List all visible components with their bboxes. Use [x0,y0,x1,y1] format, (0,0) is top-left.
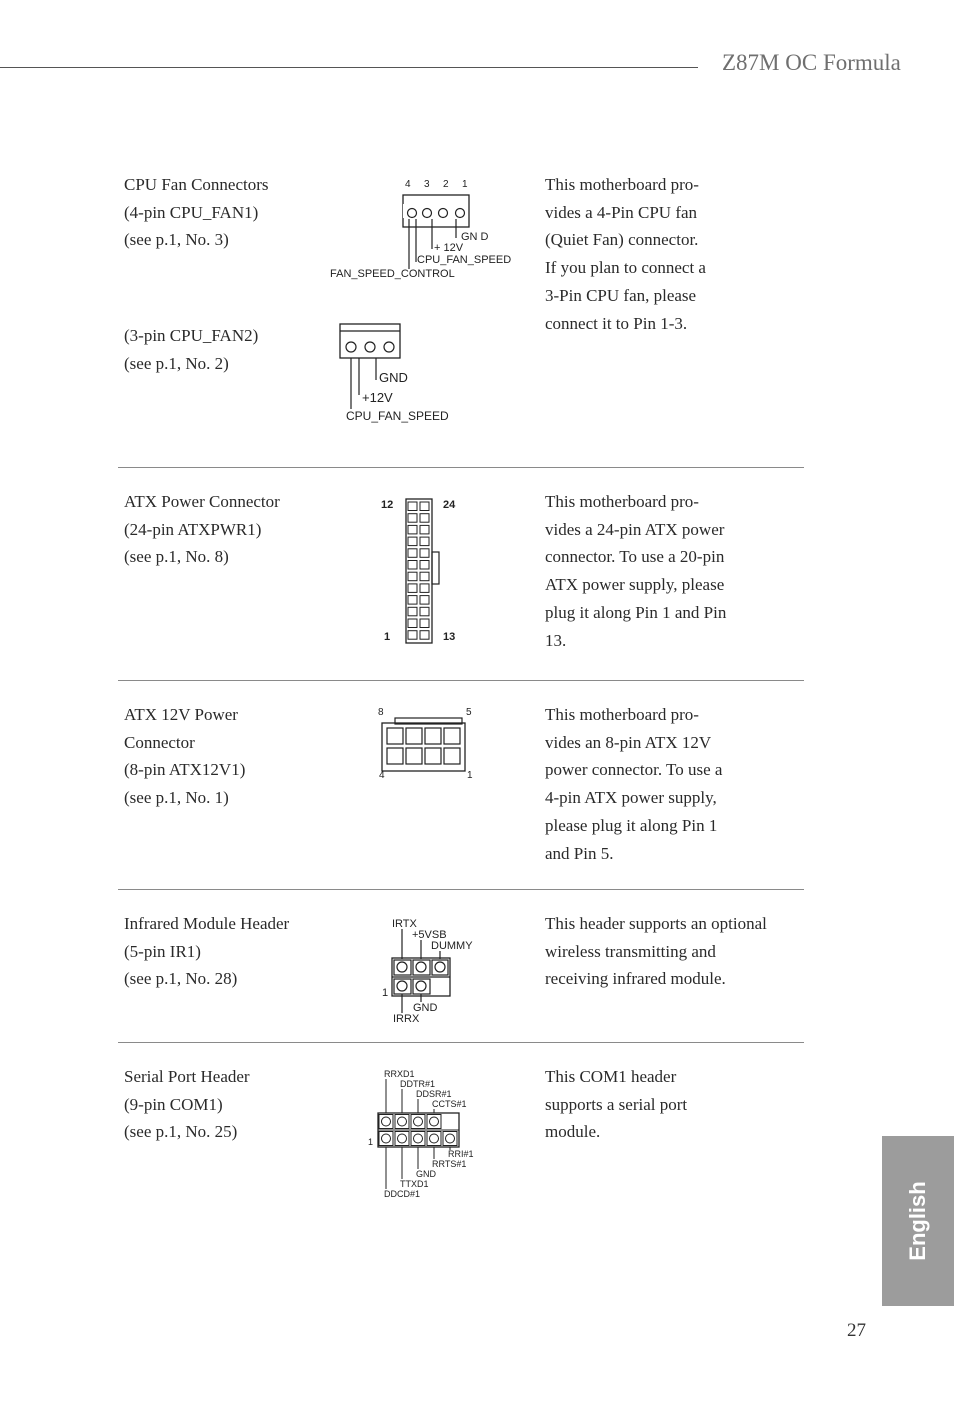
com-header-diagram [364,1066,489,1206]
text-line: This COM1 header [545,1067,677,1086]
pin [435,962,445,972]
pin-label: RRI#1 [448,1149,474,1159]
pin [408,549,417,558]
pin-one-label: 1 [368,1137,374,1147]
pin-grid [387,728,460,764]
pin [408,584,417,593]
pin [414,1134,423,1143]
pin [444,728,460,744]
pin-label: GND [379,370,408,385]
text-line: (4-pin CPU_FAN1) [124,202,259,222]
connector-latch [432,552,439,584]
pin-label: IRTX [392,918,417,930]
text-line: This motherboard pro- [545,492,699,511]
pin [346,342,356,352]
text-line: connector. To use a 20-pin [545,547,725,567]
pin-label: GN D [461,231,489,243]
section-divider [118,467,804,468]
pin [416,981,426,991]
language-tab-label: English [905,1181,930,1261]
text-line: vides a 24-pin ATX power [545,519,725,539]
text-line: (5-pin IR1) [124,941,201,961]
text-line: (8-pin ATX12V1) [124,760,246,780]
pin [420,631,429,640]
connector-key [403,204,406,218]
text-line: (24-pin ATXPWR1) [124,519,262,539]
pin-number: 5 [466,707,472,718]
pin [408,502,417,511]
text-line: 3-Pin CPU fan, please [545,285,697,305]
cpu-fan-left-text [124,171,269,254]
text-line: (see p.1, No. 1) [124,788,229,808]
pin [365,342,375,352]
pin [387,748,403,764]
atx12v-left-text [124,701,245,812]
cpu-fan1-diagram [325,174,525,284]
infrared-left-text [124,910,289,993]
pin [420,607,429,616]
text-line: ATX 12V Power [124,705,238,724]
atx12v-diagram [372,704,482,784]
text-line: If you plan to connect a [545,258,706,278]
pin-label: RRTS#1 [432,1159,467,1169]
text-line: (see p.1, No. 28) [124,969,238,989]
pin-number: 24 [443,499,456,511]
text-line: power connector. To use a [545,760,723,780]
header-rule [0,67,698,68]
page-title: Z87M OC Formula [722,50,901,75]
pin [408,572,417,581]
pin [420,549,429,558]
text-line: vides a 4-Pin CPU fan [545,202,698,222]
connector-housing [340,324,400,358]
pin [420,572,429,581]
pin [398,1134,407,1143]
atx-power-left-text [124,488,280,571]
pin-label: DDCD#1 [384,1189,421,1199]
pin [423,209,432,218]
text-line: ATX power supply, please [545,575,725,595]
pin [382,1134,391,1143]
serial-left-text [124,1063,250,1146]
pin [408,561,417,570]
text-line: This motherboard pro- [545,705,699,724]
pin [408,631,417,640]
pin-label: GND [413,1002,438,1014]
pin [382,1117,391,1126]
pin [420,525,429,534]
pin-label: RRXD1 [384,1069,415,1079]
pin [408,607,417,616]
pin [408,514,417,523]
text-line: please plug it along Pin 1 [545,815,718,835]
pin [430,1117,439,1126]
text-line: (see p.1, No. 25) [124,1122,238,1142]
cpu-fan-description [545,171,706,337]
page-number: 27 [847,1320,866,1341]
text-line: Serial Port Header [124,1067,250,1086]
pin-label: +12V [362,390,393,405]
pin [430,1134,439,1143]
text-line: wireless transmitting and [545,941,716,961]
pin [420,502,429,511]
atx12v-description [545,701,722,867]
pin [408,596,417,605]
text-line: receiving infrared module. [545,969,726,989]
text-line: plug it along Pin 1 and Pin [545,602,727,622]
pin [446,1134,455,1143]
infrared-description [545,910,767,993]
pin-label: GND [416,1169,436,1179]
text-line: (see p.1, No. 2) [124,353,229,373]
text-line: 4-pin ATX power supply, [545,788,717,808]
text-line: This motherboard pro- [545,175,699,194]
pin [397,962,407,972]
pin [406,728,422,744]
text-line: Connector [124,732,195,752]
pin [456,209,465,218]
atx24-diagram [370,494,470,649]
pin-number: 1 [467,770,473,781]
pin-one-label: 1 [382,987,389,999]
pin [406,748,422,764]
pin [420,537,429,546]
pin [444,748,460,764]
section-divider [118,1042,804,1043]
language-tab [882,1136,954,1306]
pin-number: 1 [462,179,468,190]
text-line: connect it to Pin 1-3. [545,313,688,333]
pin [439,209,448,218]
pin [408,537,417,546]
ir-header-diagram [376,914,486,1029]
text-line: (3-pin CPU_FAN2) [124,326,259,345]
pin-number: 1 [384,631,391,643]
text-line: (see p.1, No. 3) [124,230,229,250]
pin [420,561,429,570]
pin [397,981,407,991]
connector-housing [403,195,469,227]
pin-label: DDSR#1 [416,1089,452,1099]
text-line: Infrared Module Header [124,914,290,933]
pin-number: 3 [424,179,430,190]
pin [408,209,417,218]
pin [425,748,441,764]
pin-grid [408,502,429,639]
cpu-fan2-diagram [335,318,485,428]
pin [416,962,426,972]
atx-power-description [545,488,726,654]
section-divider [118,889,804,890]
pin [384,342,394,352]
pin [420,596,429,605]
pin-number: 2 [443,179,449,190]
pin-number: 4 [405,179,411,190]
text-line: supports a serial port [545,1094,688,1114]
text-line: module. [545,1122,601,1142]
pin [425,728,441,744]
pin-label: + 12V [434,242,464,254]
connector-housing [406,499,432,643]
pin [420,619,429,628]
pin-label: +5VSB [412,929,447,941]
pin-number: 12 [381,499,394,511]
section-divider [118,680,804,681]
text-line: 13. [545,630,567,650]
pin-label: FAN_SPEED_CONTROL [330,268,455,280]
text-line: vides an 8-pin ATX 12V [545,732,712,752]
pin [420,514,429,523]
text-line: This header supports an optional [545,914,767,933]
pin-label: TTXD1 [400,1179,429,1189]
text-line: (see p.1, No. 8) [124,547,229,567]
pin [408,619,417,628]
pin-label: CPU_FAN_SPEED [417,254,512,266]
pin-number: 8 [378,707,384,718]
pin-label: CPU_FAN_SPEED [346,409,449,423]
pin [398,1117,407,1126]
pin-label: IRRX [393,1013,420,1025]
text-line: (9-pin COM1) [124,1094,223,1114]
text-line: ATX Power Connector [124,492,280,511]
pin-label: DDTR#1 [400,1079,436,1089]
serial-description [545,1063,687,1146]
pin [387,728,403,744]
pin-label: DUMMY [431,940,473,952]
text-line: CPU Fan Connectors [124,175,269,194]
pin [420,584,429,593]
cpu-fan2-left-text [124,322,258,377]
pin-label: CCTS#1 [432,1099,467,1109]
text-line: and Pin 5. [545,843,614,863]
pin [414,1117,423,1126]
pin-number: 4 [379,770,385,781]
text-line: (Quiet Fan) connector. [545,230,699,250]
pin [408,525,417,534]
pin-number: 13 [443,631,456,643]
